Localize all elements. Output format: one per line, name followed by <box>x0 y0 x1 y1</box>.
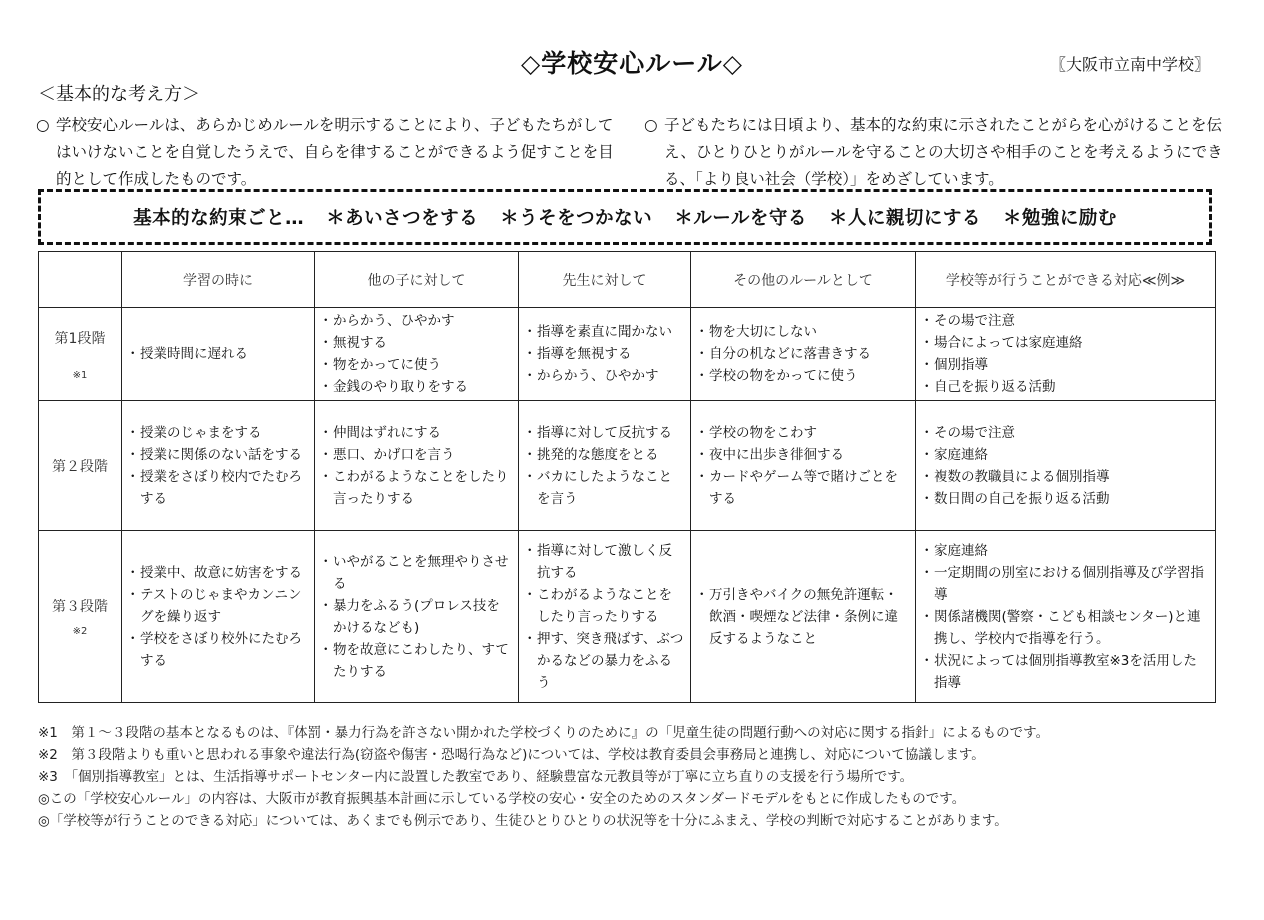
rule-cell <box>122 401 315 531</box>
promise-item: ＊あいさつをする <box>326 208 479 229</box>
list-item: ・ カードやゲーム等で賭けごとをする <box>697 466 909 510</box>
rule-cell <box>691 401 916 531</box>
list-item: ・ こわがるようなことをしたり言ったりする <box>525 584 684 628</box>
promises-label: 基本的な約束ごと… <box>133 208 305 229</box>
promise-item: ＊勉強に励む <box>1002 208 1117 229</box>
list-item: ・ 数日間の自己を振り返る活動 <box>922 488 1209 510</box>
rule-cell <box>315 401 519 531</box>
level-note: ※2 <box>72 626 88 637</box>
intro-left <box>36 112 621 193</box>
list-item: ・ 学校をさぼり校外にたむろする <box>128 628 308 672</box>
level-label: 第1段階 <box>54 330 106 347</box>
list-item: ・ その場で注意 <box>922 310 1209 332</box>
list-item: ・ いやがることを無理やりさせる <box>321 551 512 595</box>
rule-list <box>525 422 684 510</box>
list-item: ・ 一定期間の別室における個別指導及び学習指導 <box>922 562 1209 606</box>
rule-cell <box>315 531 519 703</box>
level-label: 第３段階 <box>52 599 108 615</box>
list-item: ・ からかう、ひやかす <box>525 365 684 387</box>
header-cell: その他のルールとして <box>691 252 916 308</box>
rule-list <box>321 310 512 398</box>
rule-list <box>525 540 684 694</box>
footnote: ※2 第３段階よりも重いと思われる事象や違法行為(窃盗や傷害・恐喝行為など)については、学校は教育委員会事務局と連携し、対応について協議します。 <box>38 747 985 763</box>
table-row <box>39 308 1216 401</box>
list-item: ・ 押す、突き飛ばす、ぶつかるなどの暴力をふるう <box>525 628 684 694</box>
promise-item: ＊うそをつかない <box>500 208 653 229</box>
header-cell: 先生に対して <box>519 252 691 308</box>
list-item: ・ 金銭のやり取りをする <box>321 376 512 398</box>
page-title: ◇学校安心ルール◇ <box>521 49 743 78</box>
intro-left-text: 学校安心ルールは、あらかじめルールを明示することにより、子どもたちがしてはいけないことを自覚したうえで、自らを律することができるよう促すことを目的として作成したものです。 <box>56 116 614 188</box>
list-item: ・ 指導に対して激しく反抗する <box>525 540 684 584</box>
list-item: ・ その場で注意 <box>922 422 1209 444</box>
list-item: ・ 授業をさぼり校内でたむろする <box>128 466 308 510</box>
list-item: ・ 自分の机などに落書きする <box>697 343 909 365</box>
rule-cell <box>315 308 519 401</box>
list-item: ・ 暴力をふるう(プロレス技をかけるなども) <box>321 595 512 639</box>
level-label: 第２段階 <box>52 458 108 475</box>
rule-cell <box>519 308 691 401</box>
list-item: ・ 指導を素直に聞かない <box>525 321 684 343</box>
table-row <box>39 401 1216 531</box>
list-item: ・ 悪口、かげ口を言う <box>321 444 512 466</box>
rule-list <box>922 540 1209 694</box>
list-item: ・ 物を大切にしない <box>697 321 909 343</box>
list-item: ・ 自己を振り返る活動 <box>922 376 1209 398</box>
level-cell <box>39 531 122 703</box>
list-item: ・ 仲間はずれにする <box>321 422 512 444</box>
list-item: ・ 複数の教職員による個別指導 <box>922 466 1209 488</box>
level-note: ※1 <box>72 369 88 381</box>
basic-promises-box <box>38 189 1212 245</box>
rule-cell <box>122 308 315 401</box>
list-item: ・ こわがるようなことをしたり言ったりする <box>321 466 512 510</box>
rule-cell <box>691 531 916 703</box>
rule-cell <box>916 531 1216 703</box>
list-item: ・ バカにしたようなことを言う <box>525 466 684 510</box>
rule-list <box>697 584 909 650</box>
rule-list <box>922 310 1209 398</box>
promise-item: ＊人に親切にする <box>828 208 981 229</box>
list-item: ・ 家庭連絡 <box>922 540 1209 562</box>
footnote: ◎この「学校安心ルール」の内容は、大阪市が教育振興基本計画に示している学校の安心・安全のためのスタンダードモデルをもとに作成したものです。 <box>38 791 966 807</box>
rule-list <box>128 343 308 365</box>
rule-cell <box>691 308 916 401</box>
rule-list <box>697 321 909 387</box>
rule-list <box>128 562 308 672</box>
list-item: ・ 学校の物をかってに使う <box>697 365 909 387</box>
rule-cell <box>122 531 315 703</box>
table-row <box>39 531 1216 703</box>
list-item: ・ 指導に対して反抗する <box>525 422 684 444</box>
rule-list <box>321 551 512 683</box>
table-header-row <box>39 252 1216 308</box>
list-item: ・ 挑発的な態度をとる <box>525 444 684 466</box>
footnote: ※1 第１～３段階の基本となるものは、『体罰・暴力行為を許さない開かれた学校づくりのために』の「児童生徒の問題行動への対応に関する指針」によるものです。 <box>38 725 1050 741</box>
list-item: ・ 物をかってに使う <box>321 354 512 376</box>
level-cell <box>39 308 122 401</box>
level-cell <box>39 401 122 531</box>
list-item: ・ テストのじゃまやカンニングを繰り返す <box>128 584 308 628</box>
list-item: ・ 学校の物をこわす <box>697 422 909 444</box>
footnotes <box>38 722 1049 832</box>
header-corner <box>39 252 122 308</box>
footnote: ※3 「個別指導教室」とは、生活指導サポートセンター内に設置した教室であり、経験豊富な元教員等が丁寧に立ち直りの支援を行う場所です。 <box>38 769 914 785</box>
list-item: ・ 夜中に出歩き徘徊する <box>697 444 909 466</box>
rule-list <box>128 422 308 510</box>
list-item: ・ 無視する <box>321 332 512 354</box>
list-item: ・ 授業中、故意に妨害をする <box>128 562 308 584</box>
rule-cell <box>519 531 691 703</box>
list-item: ・ 万引きやバイクの無免許運転・飲酒・喫煙など法律・条例に違反するようなこと <box>697 584 909 650</box>
bullet-mark: ○ <box>36 116 50 134</box>
list-item: ・ 指導を無視する <box>525 343 684 365</box>
school-name: 〖大阪市立南中学校〗 <box>1049 55 1210 74</box>
header-cell: 他の子に対して <box>315 252 519 308</box>
rules-table <box>38 251 1216 703</box>
intro-right-text: 子どもたちには日頃より、基本的な約束に示されたことがらを心がけることを伝え、ひとりひとりがルールを守ることの大切さや相手のことを考えるようにできる、「より良い社会（学校）」をめざしています。 <box>664 116 1223 188</box>
rule-cell <box>916 401 1216 531</box>
bullet-mark: ○ <box>644 116 658 134</box>
header-cell: 学校等が行うことができる対応≪例≫ <box>916 252 1216 308</box>
list-item: ・ 関係諸機関(警察・こども相談センター)と連携し、学校内で指導を行う。 <box>922 606 1209 650</box>
rule-list <box>922 422 1209 510</box>
list-item: ・ 授業に関係のない話をする <box>128 444 308 466</box>
list-item: ・ からかう、ひやかす <box>321 310 512 332</box>
rule-cell <box>519 401 691 531</box>
rule-list <box>321 422 512 510</box>
list-item: ・ 状況によっては個別指導教室※3を活用した指導 <box>922 650 1209 694</box>
list-item: ・ 授業時間に遅れる <box>128 343 308 365</box>
rule-list <box>525 321 684 387</box>
list-item: ・ 家庭連絡 <box>922 444 1209 466</box>
list-item: ・ 物を故意にこわしたり、すてたりする <box>321 639 512 683</box>
promise-item: ＊ルールを守る <box>674 208 807 229</box>
header-cell: 学習の時に <box>122 252 315 308</box>
list-item: ・ 授業のじゃまをする <box>128 422 308 444</box>
rule-list <box>697 422 909 510</box>
basic-approach-heading: ＜基本的な考え方＞ <box>38 84 200 105</box>
footnote: ◎「学校等が行うことのできる対応」については、あくまでも例示であり、生徒ひとりひとりの状況等を十分にふまえ、学校の判断で対応することがあります。 <box>38 813 1008 829</box>
rule-cell <box>916 308 1216 401</box>
list-item: ・ 場合によっては家庭連絡 <box>922 332 1209 354</box>
intro-right <box>644 112 1224 193</box>
list-item: ・ 個別指導 <box>922 354 1209 376</box>
